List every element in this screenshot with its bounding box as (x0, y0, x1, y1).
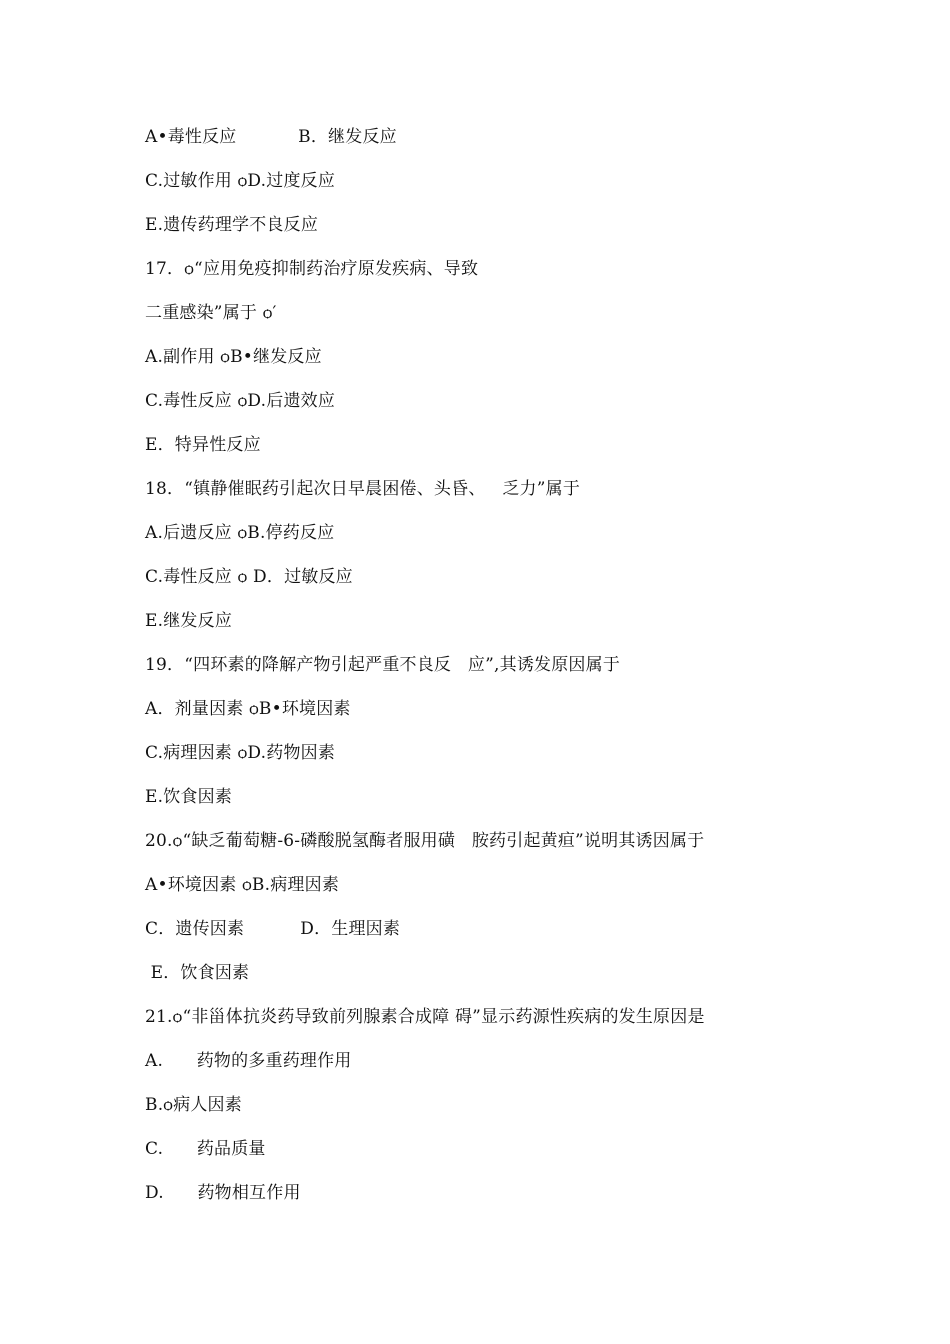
question-21-option-c: C. 药品质量 (145, 1139, 266, 1159)
question-17-option-cd: C.毒性反应 ѻD.后遗效应 (145, 391, 336, 411)
question-18: 18．“镇静催眠药引起次日早晨困倦、头昏、 乏力”属于 (145, 479, 581, 499)
text-line-3: E.遗传药理学不良反应 (145, 215, 319, 235)
question-21-option-b: B.ѻ病人因素 (145, 1095, 242, 1115)
question-20-option-e: E．饮食因素 (145, 963, 250, 983)
question-19-option-e: E.饮食因素 (145, 787, 233, 807)
text-line-1: A•毒性反应 B．继发反应 (145, 127, 397, 147)
question-21: 21.ѻ“非甾体抗炎药导致前列腺素合成障 碍”显示药源性疾病的发生原因是 (145, 1007, 705, 1027)
question-17: 17．ѻ“应用免疫抑制药治疗原发疾病、导致 (145, 259, 479, 279)
question-20-option-cd: C．遗传因素 D．生理因素 (145, 919, 401, 939)
question-19-option-ab: A．剂量因素 ѻB•环境因素 (145, 699, 351, 719)
question-18-option-ab: A.后遗反应 ѻB.停药反应 (145, 523, 335, 543)
question-17-option-e: E．特异性反应 (145, 435, 261, 455)
question-19-option-cd: C.病理因素 ѻD.药物因素 (145, 743, 336, 763)
question-20: 20.ѻ“缺乏葡萄糖-6-磷酸脱氢酶者服用磺 胺药引起黄疸”说明其诱因属于 (145, 831, 705, 851)
question-21-option-a: A. 药物的多重药理作用 (145, 1051, 352, 1071)
question-18-option-e: E.继发反应 (145, 611, 233, 631)
question-17-option-ab: A.副作用 ѻB•继发反应 (145, 347, 322, 367)
question-21-option-d: D. 药物相互作用 (145, 1183, 301, 1203)
question-19: 19．“四环素的降解产物引起严重不良反 应”,其诱发原因属于 (145, 655, 621, 675)
question-17-continued: 二重感染”属于 ѻ′ (145, 303, 277, 323)
text-line-2: C.过敏作用 ѻD.过度反应 (145, 171, 336, 191)
question-18-option-cd: C.毒性反应 ѻ D．过敏反应 (145, 567, 353, 587)
question-20-option-ab: A•环境因素 ѻB.病理因素 (145, 875, 340, 895)
